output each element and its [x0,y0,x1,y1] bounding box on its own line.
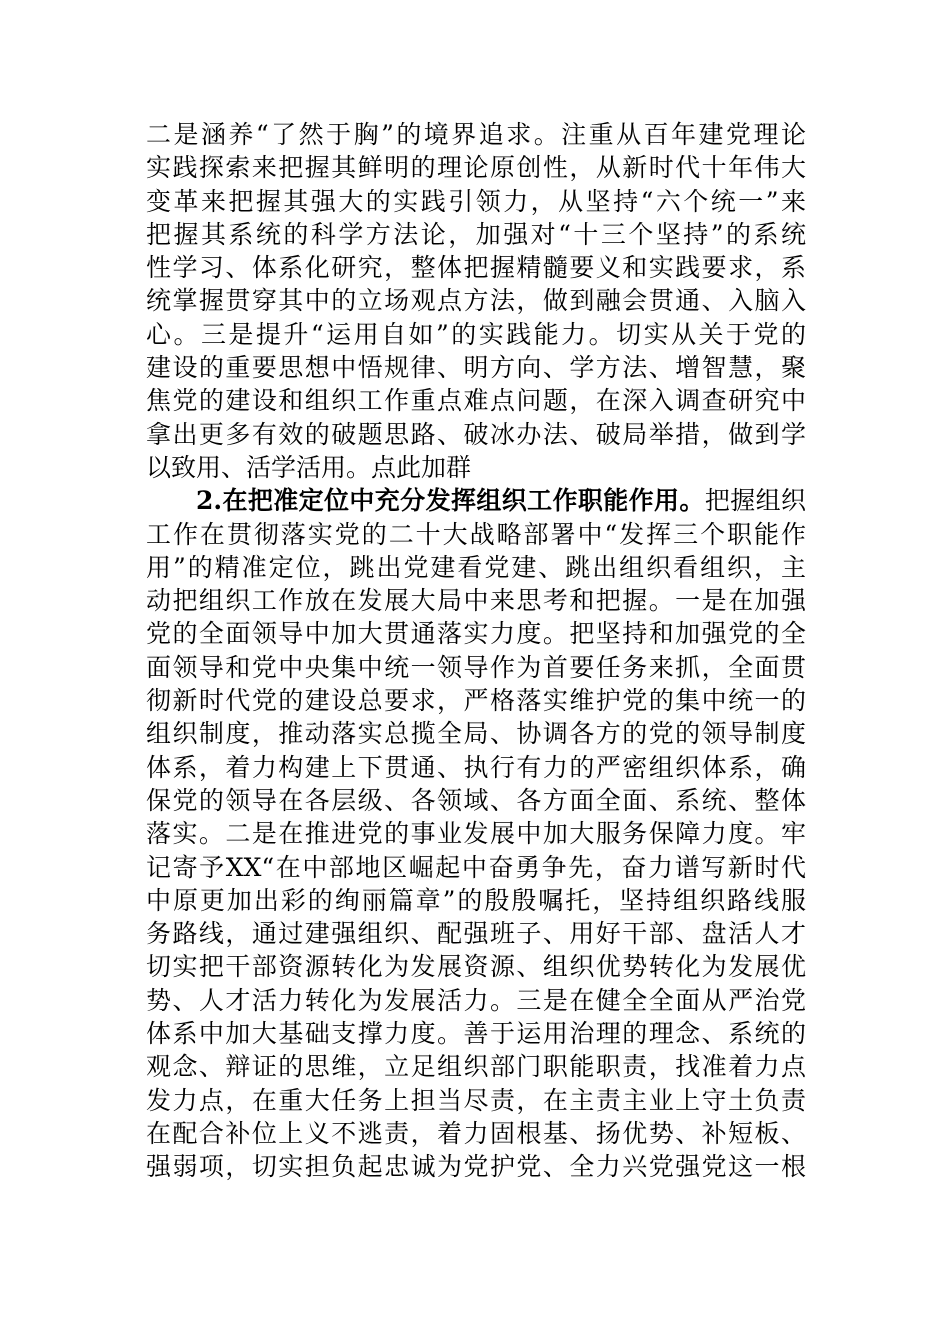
paragraph-1-line-6: 统掌握贯穿其中的立场观点方法，做到融会贯通、入脑入 [146,286,806,316]
paragraph-1-line-10: 拿出更多有效的破题思路、破冰办法、破局举措，做到学 [146,419,806,449]
section-heading: 2.在把准定位中充分发挥组织工作职能作用。 [196,486,705,516]
paragraph-2-line-13: 中原更加出彩的绚丽篇章”的殷殷嘱托，坚持组织路线服 [146,885,806,915]
paragraph-2-line-19: 发力点，在重大任务上担当尽责，在主责主业上守土负责 [146,1085,806,1115]
paragraph-1-line-4: 把握其系统的科学方法论，加强对“十三个坚持”的系统 [146,219,806,249]
paragraph-2-line-3: 用”的精准定位，跳出党建看党建、跳出组织看组织，主 [146,552,806,582]
paragraph-2-line-7: 彻新时代党的建设总要求，严格落实维护党的集中统一的 [146,686,806,716]
paragraph-1-line-7: 心。三是提升“运用自如”的实践能力。切实从关于党的 [146,319,806,349]
paragraph-2-line-5: 党的全面领导中加大贯通落实力度。把坚持和加强党的全 [146,619,806,649]
document-body [146,118,806,1184]
paragraph-2-first-line [146,484,806,517]
paragraph-2 [146,484,806,1183]
paragraph-1-line-9: 焦党的建设和组织工作重点难点问题，在深入调查研究中 [146,386,806,416]
paragraph-2-line-14: 务路线，通过建强组织、配强班子、用好干部、盘活人才 [146,919,806,949]
paragraph-2-line-9: 体系，着力构建上下贯通、执行有力的严密组织体系，确 [146,752,806,782]
paragraph-2-line-20: 在配合补位上义不逃责，着力固根基、扬优势、补短板、 [146,1118,806,1148]
paragraph-1-line-5: 性学习、体系化研究，整体把握精髓要义和实践要求，系 [146,253,806,283]
paragraph-2-line-10: 保党的领导在各层级、各领域、各方面全面、系统、整体 [146,785,806,815]
paragraph-2-line-11: 落实。二是在推进党的事业发展中加大服务保障力度。牢 [146,819,806,849]
paragraph-2-line-18: 观念、辩证的思维，立足组织部门职能职责，找准着力点 [146,1052,806,1082]
paragraph-2-first-line-text: 把握组织 [704,486,806,516]
paragraph-2-line-21: 强弱项，切实担负起忠诚为党护党、全力兴党强党这一根 [146,1152,806,1182]
paragraph-2-line-4: 动把组织工作放在发展大局中来思考和把握。一是在加强 [146,586,806,616]
paragraph-2-line-6: 面领导和党中央集中统一领导作为首要任务来抓，全面贯 [146,652,806,682]
paragraph-1-line-1: 二是涵养“了然于胸”的境界追求。注重从百年建党理论 [146,120,806,149]
paragraph-2-line-12: 记寄予XX“在中部地区崛起中奋勇争先，奋力谱写新时代 [146,852,806,882]
paragraph-2-line-16: 势、人才活力转化为发展活力。三是在健全全面从严治党 [146,985,806,1015]
paragraph-1-line-8: 建设的重要思想中悟规律、明方向、学方法、增智慧，聚 [146,353,806,383]
paragraph-1-line-2: 实践探索来把握其鲜明的理论原创性，从新时代十年伟大 [146,153,806,183]
paragraph-1 [146,118,806,484]
paragraph-2-line-2: 工作在贯彻落实党的二十大战略部署中“发挥三个职能作 [146,519,806,549]
paragraph-1-line-11: 以致用、活学活用。点此加群 [146,452,472,482]
paragraph-2-line-8: 组织制度，推动落实总揽全局、协调各方的党的领导制度 [146,719,806,749]
paragraph-1-line-3: 变革来把握其强大的实践引领力，从坚持“六个统一”来 [146,186,806,216]
paragraph-2-line-17: 体系中加大基础支撑力度。善于运用治理的理念、系统的 [146,1019,806,1049]
paragraph-2-line-15: 切实把干部资源转化为发展资源、组织优势转化为发展优 [146,952,806,982]
